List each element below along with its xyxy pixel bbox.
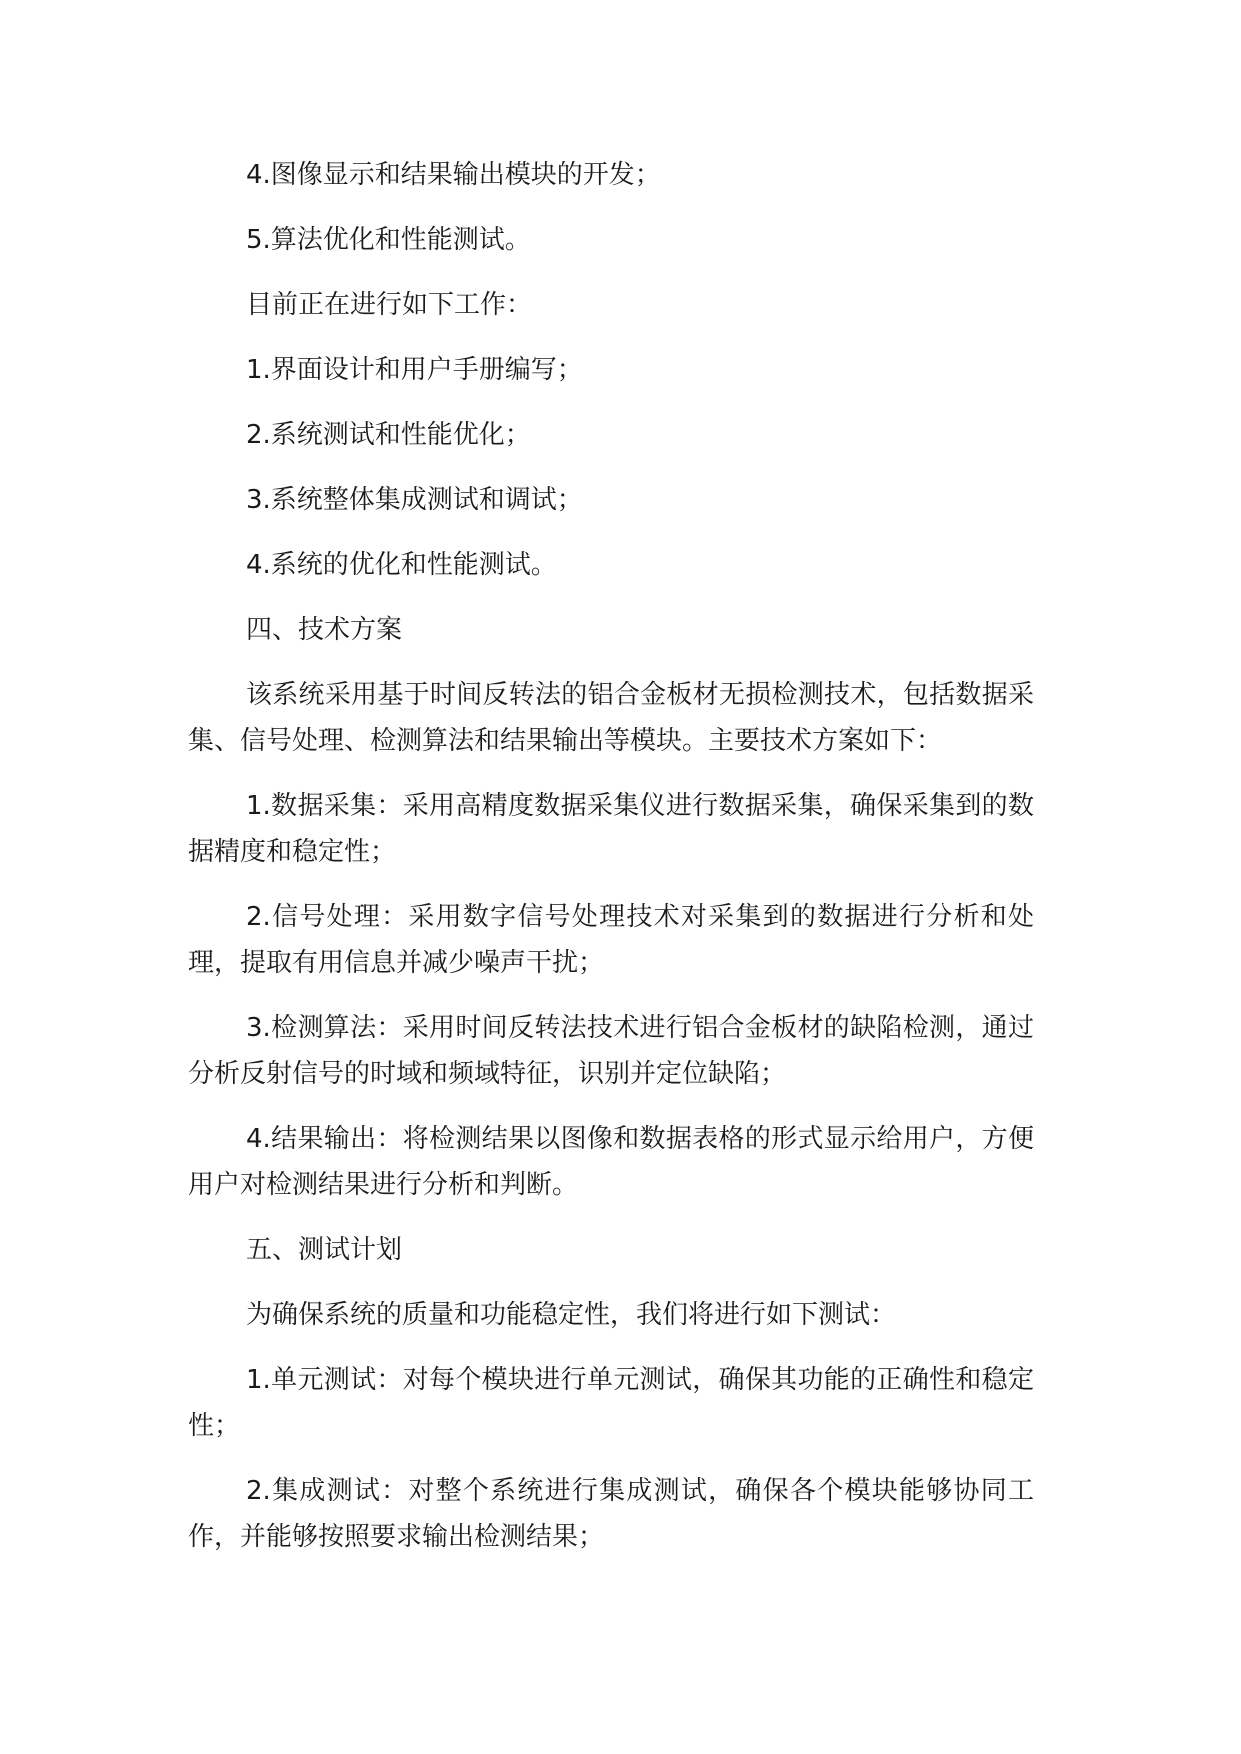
paragraph-item-5-optimization: 5.算法优化和性能测试。 <box>246 225 531 255</box>
paragraph-work-item-4: 4.系统的优化和性能测试。 <box>246 550 557 580</box>
paragraph-tech-detection-algorithm: 3.检测算法：采用时间反转法技术进行铝合金板材的缺陷检测，通过分析反射信号的时域和频域特征，识别并定位缺陷； <box>188 1013 1034 1089</box>
document-body <box>188 152 1034 1579</box>
paragraph-test-integration: 2.集成测试：对整个系统进行集成测试，确保各个模块能够协同工作，并能够按照要求输出检测结果； <box>188 1476 1034 1552</box>
paragraph-current-work-heading: 目前正在进行如下工作： <box>246 290 533 320</box>
paragraph-tech-signal-processing: 2.信号处理：采用数字信号处理技术对采集到的数据进行分析和处理，提取有用信息并减少噪声干扰； <box>188 902 1034 978</box>
paragraph-item-4-image-display: 4.图像显示和结果输出模块的开发； <box>246 160 661 190</box>
paragraph-work-item-1: 1.界面设计和用户手册编写； <box>246 355 583 385</box>
paragraph-work-item-3: 3.系统整体集成测试和调试； <box>246 485 583 515</box>
paragraph-tech-data-acquisition: 1.数据采集：采用高精度数据采集仪进行数据采集，确保采集到的数据精度和稳定性； <box>188 791 1034 867</box>
section-heading-technical-plan: 四、技术方案 <box>246 615 403 645</box>
paragraph-work-item-2: 2.系统测试和性能优化； <box>246 420 531 450</box>
paragraph-tech-result-output: 4.结果输出：将检测结果以图像和数据表格的形式显示给用户，方便用户对检测结果进行分析和判断。 <box>188 1124 1034 1200</box>
section-heading-test-plan: 五、测试计划 <box>246 1235 403 1265</box>
paragraph-technical-overview: 该系统采用基于时间反转法的铝合金板材无损检测技术，包括数据采集、信号处理、检测算法和结果输出等模块。主要技术方案如下： <box>188 680 1034 756</box>
paragraph-test-intro: 为确保系统的质量和功能稳定性，我们将进行如下测试： <box>246 1300 897 1330</box>
paragraph-test-unit: 1.单元测试：对每个模块进行单元测试，确保其功能的正确性和稳定性； <box>188 1365 1034 1441</box>
